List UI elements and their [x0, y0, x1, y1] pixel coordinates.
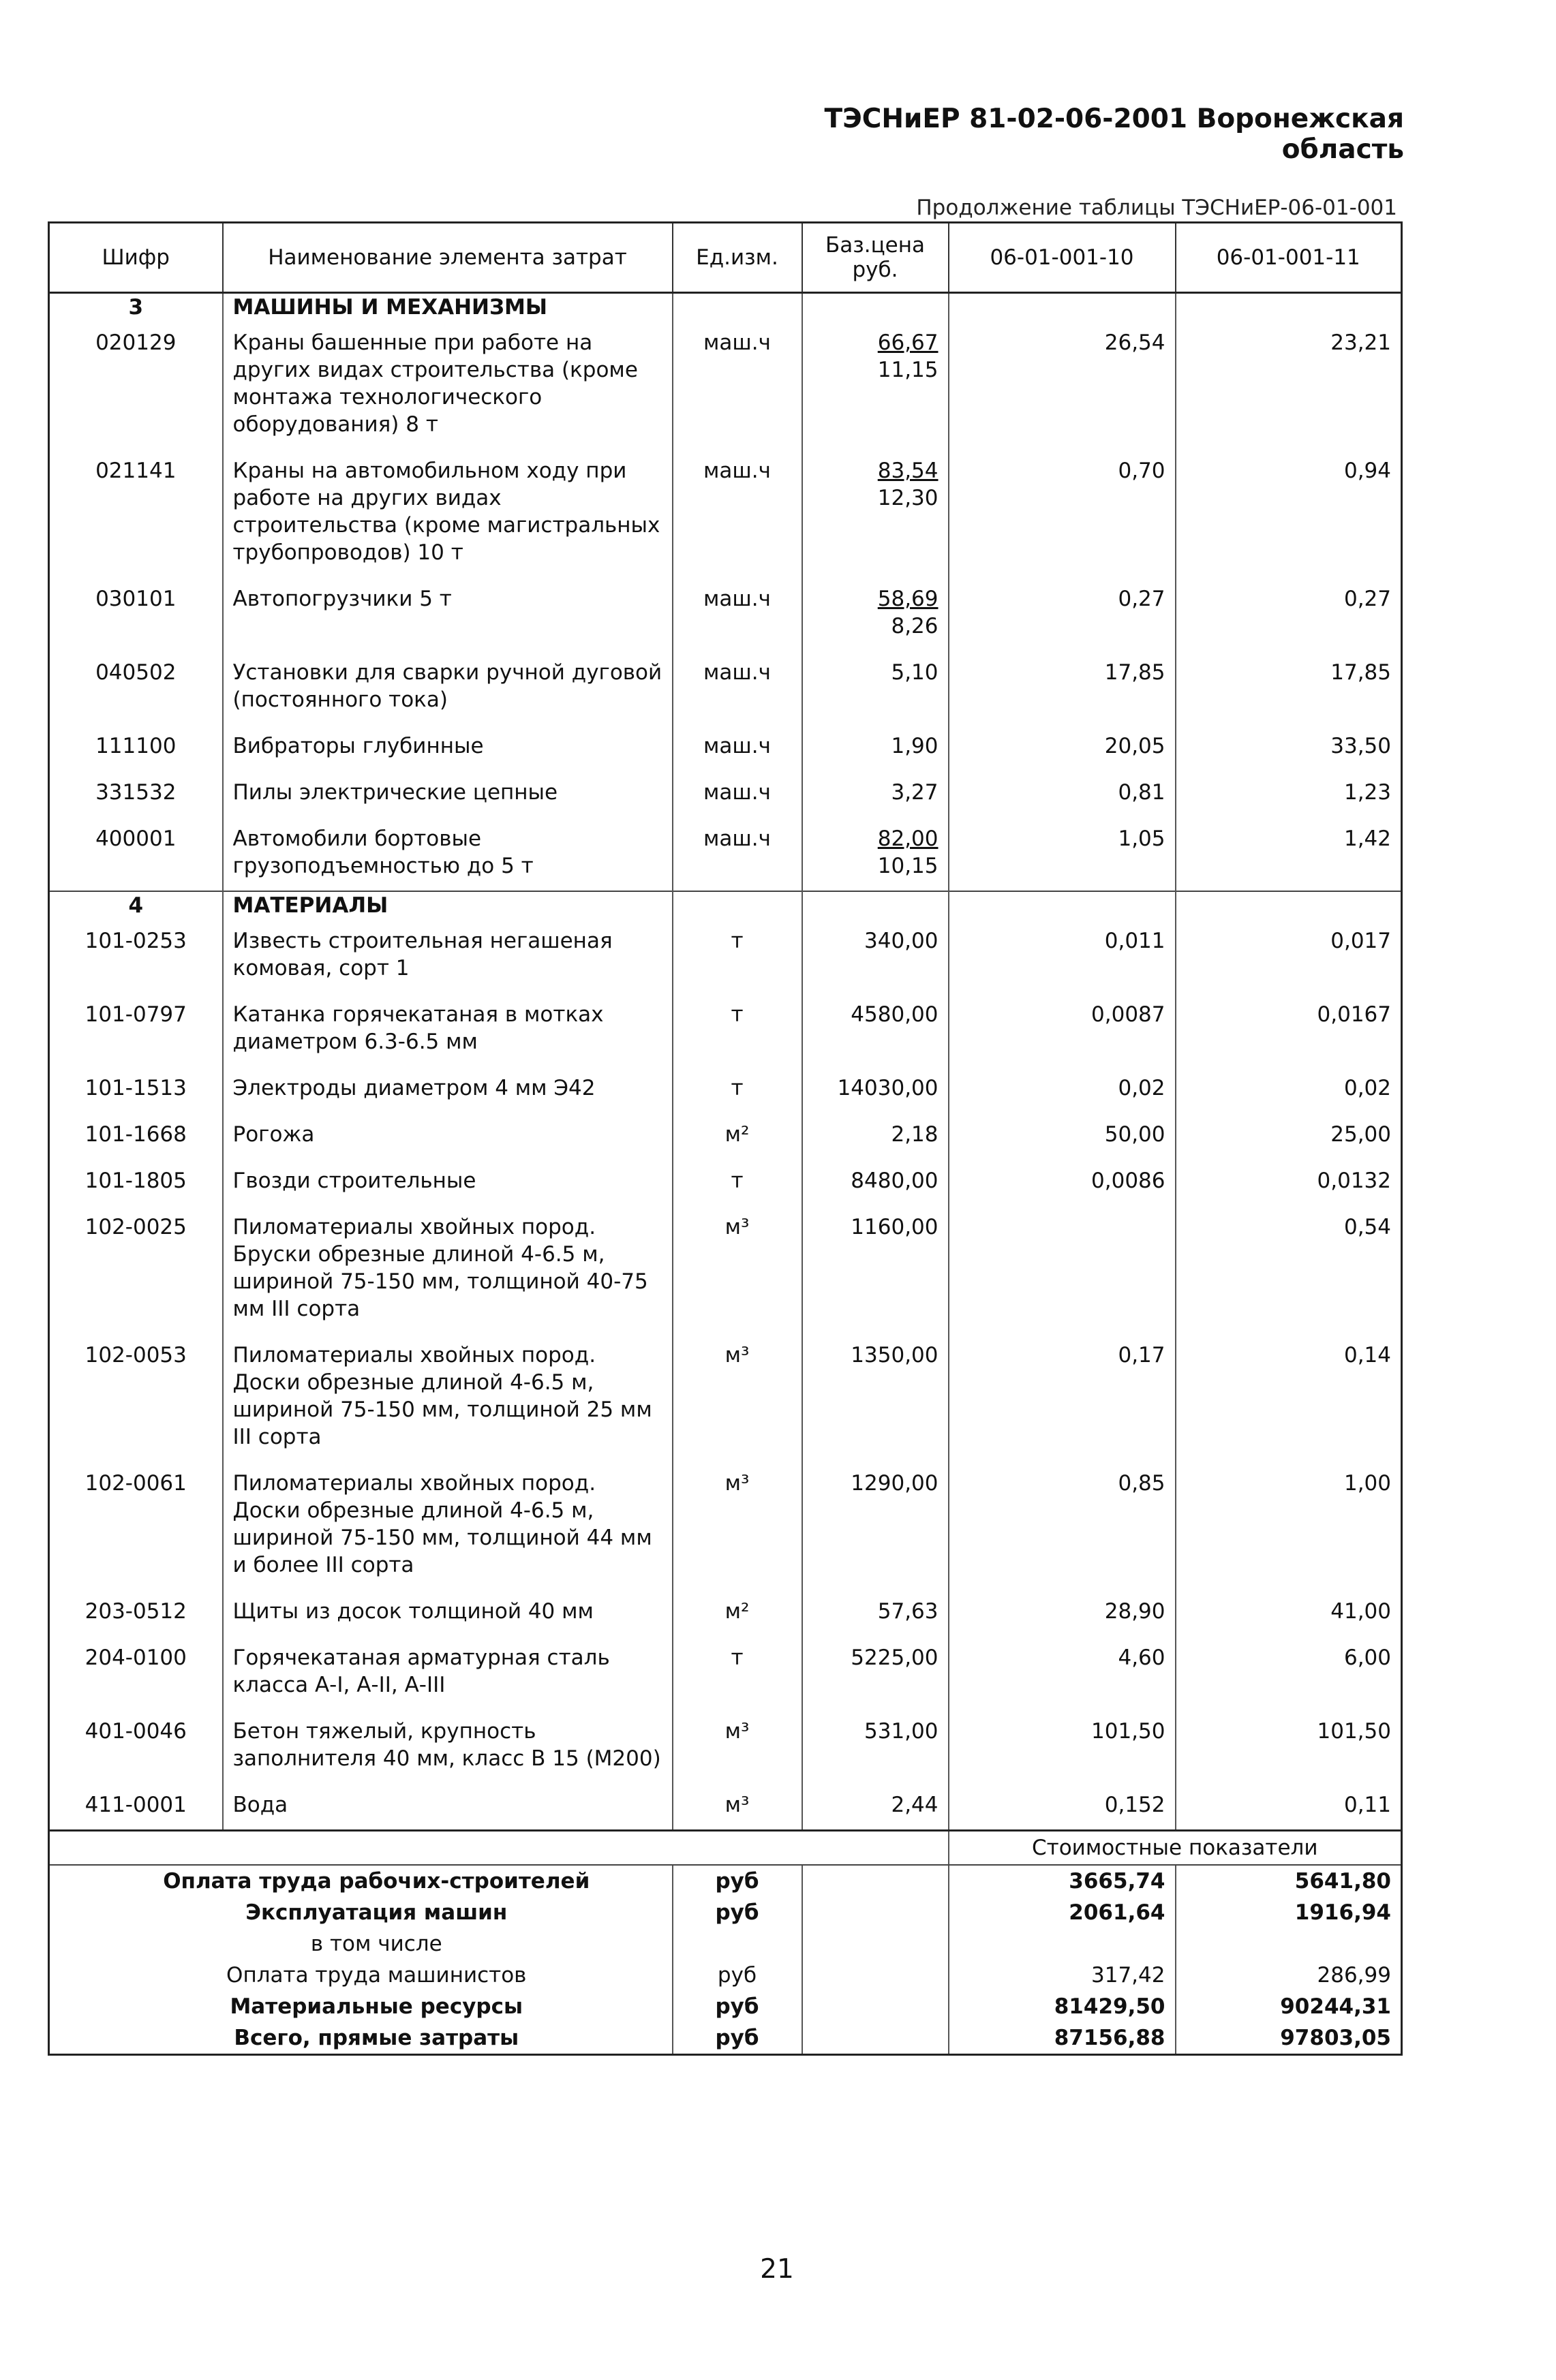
table-row — [49, 1783, 1402, 1831]
resource-name: Известь строительная негашеная комовая, сорт 1 — [223, 919, 673, 993]
norm-11-value: 0,14 — [1176, 1333, 1402, 1462]
table-row — [49, 817, 1402, 891]
table-body — [49, 293, 1402, 2055]
norm-10-value — [949, 1205, 1176, 1333]
norm-11-value: 0,0167 — [1176, 993, 1402, 1066]
table-row — [49, 1066, 1402, 1113]
empty-cell — [673, 293, 802, 322]
resource-code: 401-0046 — [49, 1710, 223, 1783]
totals-row — [49, 2022, 1402, 2055]
norm-10-value: 101,50 — [949, 1710, 1176, 1783]
resource-price — [802, 1333, 949, 1462]
resource-code: 101-0253 — [49, 919, 223, 993]
resource-price — [802, 449, 949, 577]
table-row — [49, 651, 1402, 724]
empty-cell — [673, 891, 802, 919]
section-title: МАШИНЫ И МЕХАНИЗМЫ — [223, 293, 673, 322]
empty-cell — [802, 891, 949, 919]
resource-code: 101-1805 — [49, 1159, 223, 1205]
empty-cell — [802, 293, 949, 322]
resource-unit: м³ — [673, 1462, 802, 1590]
resource-name: Рогожа — [223, 1113, 673, 1159]
column-header-price: Баз.цена руб. — [802, 223, 949, 293]
norm-10-value: 0,17 — [949, 1333, 1176, 1462]
resource-table — [48, 221, 1403, 2056]
summary-header: Стоимостные показатели — [949, 1831, 1402, 1866]
price-value: 82,00 — [877, 826, 939, 851]
empty-cell — [49, 1831, 949, 1866]
empty-cell — [1176, 293, 1402, 322]
totals-norm-10: 81429,50 — [949, 1991, 1176, 2022]
price-value: 1,90 — [891, 734, 939, 758]
resource-code: 411-0001 — [49, 1783, 223, 1831]
totals-row — [49, 1865, 1402, 1897]
resource-price — [802, 1462, 949, 1590]
norm-11-value: 0,11 — [1176, 1783, 1402, 1831]
totals-label: Всего, прямые затраты — [49, 2022, 673, 2055]
totals-label: в том числе — [49, 1928, 673, 1960]
resource-unit: м² — [673, 1113, 802, 1159]
norm-10-value: 1,05 — [949, 817, 1176, 891]
totals-norm-11 — [1176, 1928, 1402, 1960]
totals-norm-11: 90244,31 — [1176, 1991, 1402, 2022]
empty-cell — [802, 1991, 949, 2022]
operator-wage-value: 11,15 — [877, 358, 939, 382]
resource-name: Пиломатериалы хвойных пород. Доски обрезные длиной 4-6.5 м, шириной 75-150 мм, толщиной 44 мм и более III сорта — [223, 1462, 673, 1590]
resource-name: Вибраторы глубинные — [223, 724, 673, 771]
empty-cell — [802, 1865, 949, 1897]
empty-cell — [949, 293, 1176, 322]
resource-code: 102-0025 — [49, 1205, 223, 1333]
norm-11-value: 0,94 — [1176, 449, 1402, 577]
resource-price — [802, 321, 949, 449]
column-header-norm-10: 06-01-001-10 — [949, 223, 1176, 293]
totals-label: Эксплуатация машин — [49, 1897, 673, 1928]
totals-unit: руб — [673, 2022, 802, 2055]
resource-price — [802, 577, 949, 651]
resource-unit: маш.ч — [673, 771, 802, 817]
norm-11-value: 41,00 — [1176, 1590, 1402, 1636]
totals-norm-11: 286,99 — [1176, 1960, 1402, 1991]
resource-code: 102-0061 — [49, 1462, 223, 1590]
table-row — [49, 577, 1402, 651]
resource-price — [802, 1783, 949, 1831]
price-value: 66,67 — [877, 330, 939, 355]
totals-label: Материальные ресурсы — [49, 1991, 673, 2022]
resource-name: Пиломатериалы хвойных пород. Бруски обрезные длиной 4-6.5 м, шириной 75-150 мм, толщиной 40-75 мм III сорта — [223, 1205, 673, 1333]
table-header-row — [49, 223, 1402, 293]
column-header-norm-11: 06-01-001-11 — [1176, 223, 1402, 293]
price-value: 1290,00 — [851, 1471, 939, 1496]
price-value: 8480,00 — [851, 1169, 939, 1193]
page-number: 21 — [760, 2254, 794, 2285]
norm-10-value: 0,70 — [949, 449, 1176, 577]
resource-unit: т — [673, 1159, 802, 1205]
operator-wage-value: 12,30 — [877, 486, 939, 510]
table-row — [49, 1113, 1402, 1159]
resource-price — [802, 993, 949, 1066]
resource-code: 020129 — [49, 321, 223, 449]
norm-11-value: 23,21 — [1176, 321, 1402, 449]
table-row — [49, 1636, 1402, 1710]
resource-unit: маш.ч — [673, 724, 802, 771]
norm-11-value: 0,0132 — [1176, 1159, 1402, 1205]
section-header-row — [49, 891, 1402, 919]
summary-header-row — [49, 1831, 1402, 1866]
norm-10-value: 0,0087 — [949, 993, 1176, 1066]
norm-11-value: 1,00 — [1176, 1462, 1402, 1590]
column-header-unit: Ед.изм. — [673, 223, 802, 293]
resource-name: Катанка горячекатаная в мотках диаметром 6.3-6.5 мм — [223, 993, 673, 1066]
resource-price — [802, 724, 949, 771]
table-row — [49, 1205, 1402, 1333]
resource-price — [802, 817, 949, 891]
totals-norm-11: 5641,80 — [1176, 1865, 1402, 1897]
price-value: 531,00 — [864, 1719, 939, 1744]
resource-name: Пилы электрические цепные — [223, 771, 673, 817]
norm-11-value: 0,27 — [1176, 577, 1402, 651]
price-value: 1160,00 — [851, 1215, 939, 1239]
norm-11-value: 1,42 — [1176, 817, 1402, 891]
totals-norm-10 — [949, 1928, 1176, 1960]
resource-code: 101-0797 — [49, 993, 223, 1066]
table-row — [49, 724, 1402, 771]
resource-code: 400001 — [49, 817, 223, 891]
norm-11-value: 25,00 — [1176, 1113, 1402, 1159]
resource-price — [802, 1205, 949, 1333]
resource-code: 101-1668 — [49, 1113, 223, 1159]
resource-unit: м³ — [673, 1333, 802, 1462]
price-value: 1350,00 — [851, 1343, 939, 1367]
norm-10-value: 0,0086 — [949, 1159, 1176, 1205]
totals-unit: руб — [673, 1991, 802, 2022]
price-value: 5,10 — [891, 660, 939, 685]
resource-code: 030101 — [49, 577, 223, 651]
empty-cell — [949, 891, 1176, 919]
price-value: 58,69 — [877, 587, 939, 611]
resource-price — [802, 1710, 949, 1783]
norm-11-value: 0,017 — [1176, 919, 1402, 993]
resource-name: Краны на автомобильном ходу при работе на других видах строительства (кроме магистральных трубопроводов) 10 т — [223, 449, 673, 577]
norm-11-value: 1,23 — [1176, 771, 1402, 817]
table-row — [49, 993, 1402, 1066]
totals-label: Оплата труда машинистов — [49, 1960, 673, 1991]
resource-unit: м³ — [673, 1710, 802, 1783]
price-value: 2,44 — [891, 1793, 939, 1817]
resource-unit: т — [673, 993, 802, 1066]
norm-10-value: 0,85 — [949, 1462, 1176, 1590]
totals-row — [49, 1991, 1402, 2022]
norm-10-value: 0,152 — [949, 1783, 1176, 1831]
totals-row — [49, 1960, 1402, 1991]
price-value: 83,54 — [877, 459, 939, 483]
resource-code: 102-0053 — [49, 1333, 223, 1462]
resource-name: Щиты из досок толщиной 40 мм — [223, 1590, 673, 1636]
section-header-row — [49, 293, 1402, 322]
resource-unit: м² — [673, 1590, 802, 1636]
resource-unit: маш.ч — [673, 449, 802, 577]
table-row — [49, 1462, 1402, 1590]
totals-norm-10: 2061,64 — [949, 1897, 1176, 1928]
resource-name: Бетон тяжелый, крупность заполнителя 40 мм, класс В 15 (М200) — [223, 1710, 673, 1783]
totals-norm-11: 1916,94 — [1176, 1897, 1402, 1928]
resource-unit: м³ — [673, 1783, 802, 1831]
norm-10-value: 20,05 — [949, 724, 1176, 771]
norm-11-value: 17,85 — [1176, 651, 1402, 724]
column-header-code: Шифр — [49, 223, 223, 293]
resource-unit: маш.ч — [673, 577, 802, 651]
totals-label: Оплата труда рабочих-строителей — [49, 1865, 673, 1897]
resource-unit: т — [673, 919, 802, 993]
totals-norm-11: 97803,05 — [1176, 2022, 1402, 2055]
norm-10-value: 0,02 — [949, 1066, 1176, 1113]
resource-unit: м³ — [673, 1205, 802, 1333]
resource-price — [802, 771, 949, 817]
table-row — [49, 449, 1402, 577]
resource-name: Вода — [223, 1783, 673, 1831]
resource-code: 331532 — [49, 771, 223, 817]
resource-price — [802, 1066, 949, 1113]
resource-unit: маш.ч — [673, 321, 802, 449]
table-row — [49, 1590, 1402, 1636]
norm-11-value: 101,50 — [1176, 1710, 1402, 1783]
resource-unit: т — [673, 1636, 802, 1710]
resource-code: 021141 — [49, 449, 223, 577]
totals-norm-10: 3665,74 — [949, 1865, 1176, 1897]
resource-code: 101-1513 — [49, 1066, 223, 1113]
table-row — [49, 771, 1402, 817]
norm-11-value: 0,54 — [1176, 1205, 1402, 1333]
empty-cell — [1176, 891, 1402, 919]
table-continuation-caption: Продолжение таблицы ТЭСНиЕР-06-01-001 — [916, 196, 1397, 220]
resource-name: Автопогрузчики 5 т — [223, 577, 673, 651]
resource-name: Краны башенные при работе на других видах строительства (кроме монтажа технологического оборудования) 8 т — [223, 321, 673, 449]
resource-unit: маш.ч — [673, 817, 802, 891]
section-title: МАТЕРИАЛЫ — [223, 891, 673, 919]
resource-name: Автомобили бортовые грузоподъемностью до 5 т — [223, 817, 673, 891]
table-row — [49, 919, 1402, 993]
price-value: 5225,00 — [851, 1645, 939, 1670]
resource-unit: маш.ч — [673, 651, 802, 724]
operator-wage-value: 10,15 — [877, 854, 939, 878]
resource-code: 040502 — [49, 651, 223, 724]
totals-unit: руб — [673, 1865, 802, 1897]
price-value: 14030,00 — [837, 1076, 939, 1100]
resource-price — [802, 1113, 949, 1159]
section-number: 3 — [49, 293, 223, 322]
resource-unit: т — [673, 1066, 802, 1113]
resource-name: Гвозди строительные — [223, 1159, 673, 1205]
norm-10-value: 4,60 — [949, 1636, 1176, 1710]
totals-unit: руб — [673, 1897, 802, 1928]
operator-wage-value: 8,26 — [891, 614, 939, 638]
norm-10-value: 0,27 — [949, 577, 1176, 651]
totals-row — [49, 1928, 1402, 1960]
resource-code: 203-0512 — [49, 1590, 223, 1636]
resource-name: Пиломатериалы хвойных пород. Доски обрезные длиной 4-6.5 м, шириной 75-150 мм, толщиной 25 мм III сорта — [223, 1333, 673, 1462]
resource-name: Горячекатаная арматурная сталь класса А-I, А-II, А-III — [223, 1636, 673, 1710]
empty-cell — [802, 1928, 949, 1960]
norm-11-value: 0,02 — [1176, 1066, 1402, 1113]
document-header-title: ТЭСНиЕР 81-02-06-2001 Воронежская область — [824, 104, 1404, 165]
norm-10-value: 50,00 — [949, 1113, 1176, 1159]
norm-10-value: 28,90 — [949, 1590, 1176, 1636]
resource-name: Электроды диаметром 4 мм Э42 — [223, 1066, 673, 1113]
price-value: 57,63 — [877, 1599, 939, 1624]
empty-cell — [802, 2022, 949, 2055]
totals-norm-10: 317,42 — [949, 1960, 1176, 1991]
resource-code: 204-0100 — [49, 1636, 223, 1710]
norm-10-value: 17,85 — [949, 651, 1176, 724]
price-value: 3,27 — [891, 780, 939, 805]
totals-norm-10: 87156,88 — [949, 2022, 1176, 2055]
resource-price — [802, 1159, 949, 1205]
resource-price — [802, 1590, 949, 1636]
resource-price — [802, 919, 949, 993]
resource-code: 111100 — [49, 724, 223, 771]
norm-10-value: 0,81 — [949, 771, 1176, 817]
price-value: 340,00 — [864, 929, 939, 953]
price-value: 4580,00 — [851, 1002, 939, 1027]
column-header-name: Наименование элемента затрат — [223, 223, 673, 293]
table-row — [49, 321, 1402, 449]
totals-row — [49, 1897, 1402, 1928]
resource-price — [802, 651, 949, 724]
table-row — [49, 1159, 1402, 1205]
norm-10-value: 26,54 — [949, 321, 1176, 449]
table-row — [49, 1710, 1402, 1783]
norm-10-value: 0,011 — [949, 919, 1176, 993]
totals-unit — [673, 1928, 802, 1960]
section-number: 4 — [49, 891, 223, 919]
norm-11-value: 33,50 — [1176, 724, 1402, 771]
table-row — [49, 1333, 1402, 1462]
totals-unit: руб — [673, 1960, 802, 1991]
empty-cell — [802, 1897, 949, 1928]
resource-name: Установки для сварки ручной дуговой (постоянного тока) — [223, 651, 673, 724]
resource-price — [802, 1636, 949, 1710]
price-value: 2,18 — [891, 1122, 939, 1147]
empty-cell — [802, 1960, 949, 1991]
norm-11-value: 6,00 — [1176, 1636, 1402, 1710]
